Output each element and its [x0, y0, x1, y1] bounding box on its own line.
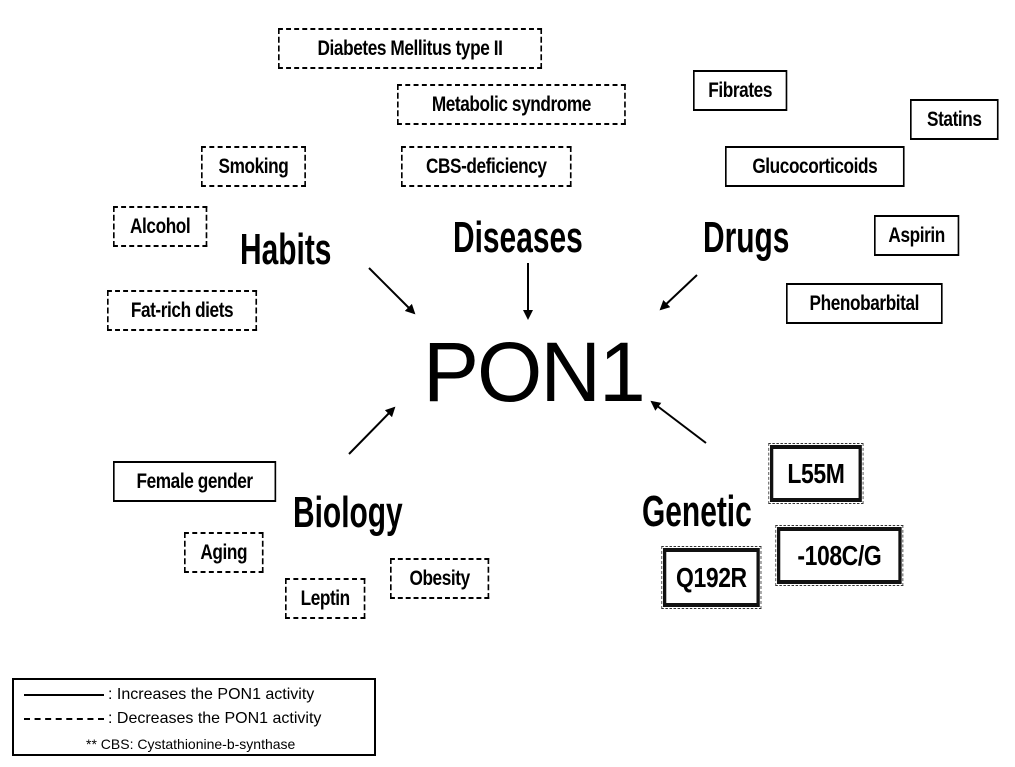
- factor-l55m: L55M: [770, 445, 862, 502]
- factor-alcohol: Alcohol: [113, 206, 207, 247]
- legend-decreases-text: : Decreases the PON1 activity: [108, 710, 322, 727]
- factor-diabetes-mellitus-type-ii: Diabetes Mellitus type II: [278, 28, 542, 69]
- category-biology: Biology: [293, 488, 403, 537]
- factor-glucocorticoids: Glucocorticoids: [725, 146, 905, 187]
- category-habits: Habits: [240, 225, 332, 274]
- factor-aging: Aging: [184, 532, 264, 573]
- factor-leptin: Leptin: [285, 578, 365, 619]
- factor-obesity: Obesity: [390, 558, 489, 599]
- arrow-biology: [349, 408, 394, 454]
- factor-aspirin: Aspirin: [874, 215, 959, 256]
- factor-female-gender: Female gender: [113, 461, 276, 502]
- arrow-genetic: [652, 402, 706, 443]
- factor-cbs-deficiency: CBS-deficiency: [401, 146, 572, 187]
- factor-q192r: Q192R: [663, 548, 760, 607]
- legend-cbs-note: ** CBS: Cystathionine-b-synthase: [86, 736, 296, 752]
- pon1-center-label: PON1: [423, 325, 644, 419]
- factor-phenobarbital: Phenobarbital: [786, 283, 943, 324]
- factor-metabolic-syndrome: Metabolic syndrome: [397, 84, 626, 125]
- factor-108c-g: -108C/G: [777, 527, 902, 584]
- category-drugs: Drugs: [703, 213, 790, 262]
- category-diseases: Diseases: [453, 213, 583, 262]
- arrow-habits: [369, 268, 414, 313]
- legend-solid-line-icon: [24, 694, 104, 696]
- legend: [12, 678, 376, 756]
- legend-dashed-line-icon: [24, 718, 104, 720]
- legend-increases-text: : Increases the PON1 activity: [108, 686, 315, 703]
- arrow-drugs: [661, 275, 697, 309]
- category-genetic: Genetic: [642, 487, 752, 536]
- factor-fat-rich-diets: Fat-rich diets: [107, 290, 257, 331]
- factor-statins: Statins: [910, 99, 999, 140]
- factor-smoking: Smoking: [201, 146, 306, 187]
- factor-fibrates: Fibrates: [693, 70, 787, 111]
